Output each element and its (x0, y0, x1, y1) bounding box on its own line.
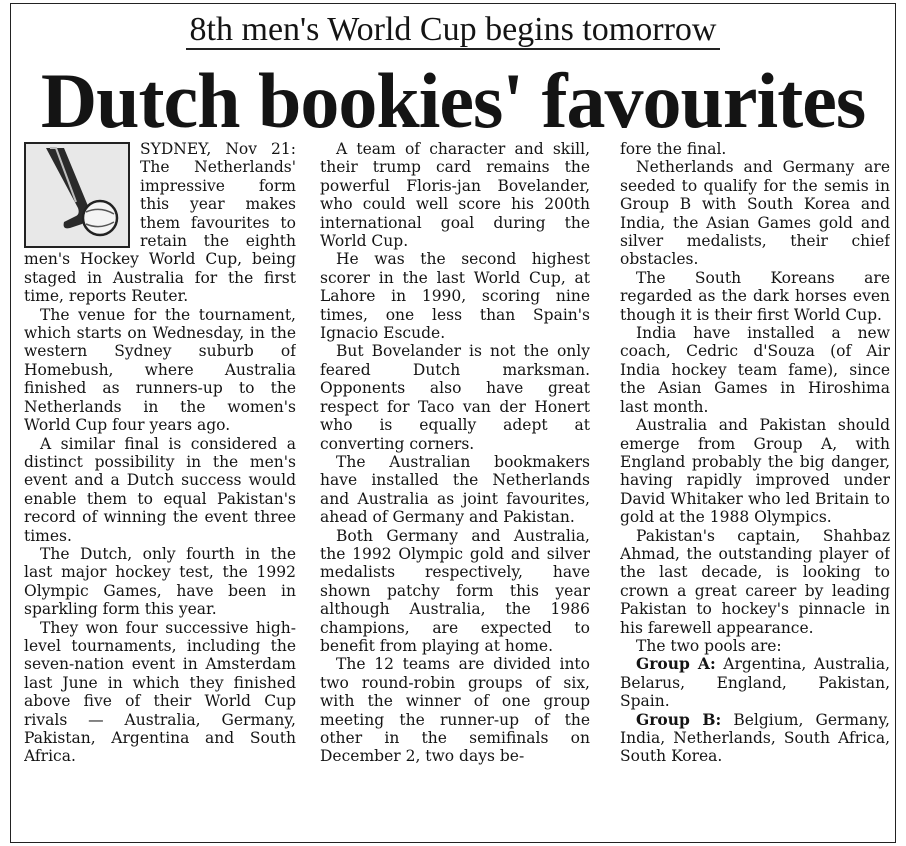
paragraph: A team of character and skill, their trump card remains the powerful Floris-jan Bovelander, who could well score his 200th international goal during the World Cup. (320, 140, 590, 251)
group-b-label: Group B: (636, 709, 722, 729)
paragraph: The venue for the tournament, which starts on Wednesday, in the western Sydney suburb of Homebush, where Australia finished as runners-up to the Netherlands in the women's World Cup four years ago. (24, 305, 296, 435)
hockey-stick-ball-icon (24, 142, 130, 248)
paragraph: Both Germany and Australia, the 1992 Olympic gold and silver medalists respectively, have shown patchy form this year although Australia, the 1986 champions, are expected to benefit from playing at home. (320, 526, 590, 655)
paragraph: They won four successive high-level tournaments, including the seven-nation event in Amsterdam last June in which they finished above five of their World Cup rivals — Australia, Germany, Pakistan, Argentina and South Africa. (24, 618, 296, 766)
group-b-entry (620, 711, 890, 766)
article-column-3 (620, 140, 890, 840)
article-column-2 (320, 140, 590, 840)
paragraph: Netherlands and Germany are seeded to qualify for the semis in Group B with South Korea and India, the Asian Games gold and silver medalists, their chief obstacles. (620, 158, 890, 269)
article-column-1 (24, 140, 296, 840)
group-a-entry (620, 655, 890, 710)
paragraph: The Dutch, only fourth in the last major hockey test, the 1992 Olympic Games, have been in sparkling form this year. (24, 544, 296, 619)
dateline: SYDNEY, Nov 21: (140, 140, 296, 158)
kicker-text: 8th men's World Cup begins tomorrow (186, 11, 721, 50)
paragraph: But Bovelander is not the only feared Dutch marksman. Opponents also have great respect for Taco van der Honert who is equally adept at converting corners. (320, 342, 590, 453)
headline: Dutch bookies' favourites (40, 57, 866, 144)
paragraph: Australia and Pakistan should emerge from Group A, with England probably the big danger, having rapidly improved under David Whitaker who led Britain to gold at the 1988 Olympics. (620, 416, 890, 527)
paragraph: He was the second highest scorer in the last World Cup, at Lahore in 1990, scoring nine times, one less than Spain's Ignacio Escude. (320, 250, 590, 343)
kicker (0, 10, 906, 50)
paragraph: The South Koreans are regarded as the dark horses even though it is their first World Cup. (620, 268, 890, 324)
paragraph-text: The Netherlands' impressive form this year makes them favourites to retain the eighth men's Hockey World Cup, being staged in Australia for the first time, reports Reuter. (24, 158, 296, 306)
group-a-label: Group A: (636, 654, 716, 674)
continuation-text: fore the final. (620, 140, 727, 158)
group-a-teams: Argentina, Australia, Belarus, England, Pakistan, Spain. (620, 655, 890, 711)
paragraph: Pakistan's captain, Shahbaz Ahmad, the outstanding player of the last decade, is looking to crown a great career by leading Pakistan to hockey's pinnacle in his farewell appearance. (620, 526, 890, 637)
paragraph: The two pools are: (636, 636, 782, 655)
group-b-teams: Belgium, Germany, India, Netherlands, South Africa, South Korea. (620, 710, 890, 766)
paragraph: The 12 teams are divided into two round-robin groups of six, with the winner of one group meeting the runner-up of the other in the semifinals on December 2, two days be- (320, 655, 590, 766)
paragraph: India have installed a new coach, Cedric d'Souza (of Air India hockey team fame), since the Asian Games in Hiroshima last month. (620, 324, 890, 416)
paragraph: A similar final is considered a distinct possibility in the men's event and a Dutch success would enable them to equal Pakistan's record of winning the event three times. (24, 434, 296, 545)
paragraph: The Australian bookmakers have installed the Netherlands and Australia as joint favourites, ahead of Germany and Pakistan. (320, 452, 590, 527)
